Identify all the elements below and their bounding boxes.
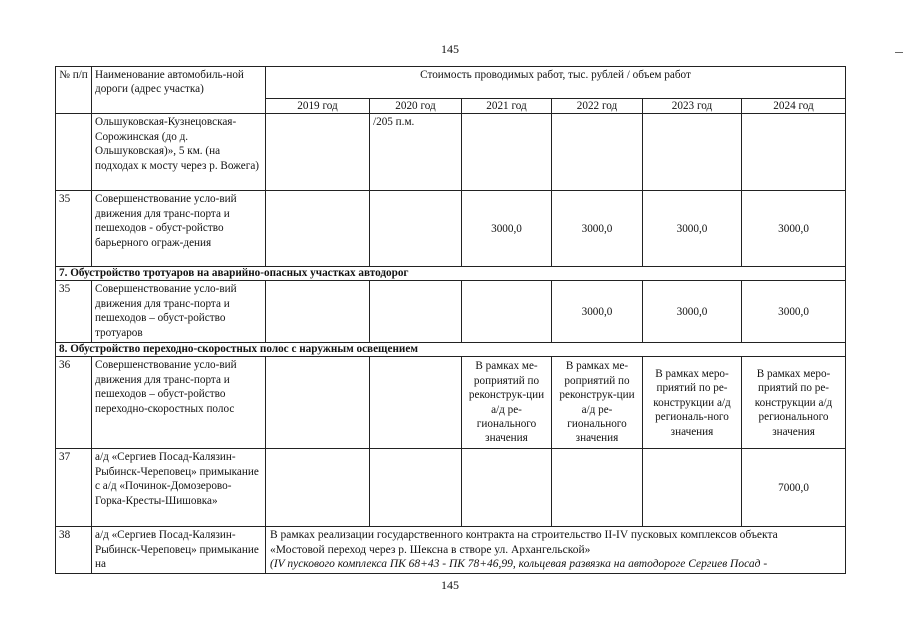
- header-cost: Стоимость проводимых работ, тыс. рублей / объем работ: [266, 67, 846, 99]
- row-name: а/д «Сергиев Посад-Калязин-Рыбинск-Череповец» примыкание с а/д «Починок-Домозерово-Горка-Кресты-Шишовка»: [92, 449, 266, 527]
- section-row: [56, 343, 846, 357]
- cell-2024: В рамках меро-приятий по ре-конструкции а/д регионального значения: [742, 357, 846, 449]
- header-row: [56, 67, 846, 99]
- cell-2024: 3000,0: [742, 281, 846, 343]
- cell-2021: В рамках ме-роприятий по реконструк-ции а/д ре-гионального значения: [462, 357, 552, 449]
- table-row: [56, 114, 846, 191]
- header-name: Наименование автомобиль-ной дороги (адрес участка): [92, 67, 266, 114]
- contract-note-line1: В рамках реализации государственного контракта на строительство II-IV пусковых комплексов объекта: [270, 529, 778, 542]
- row-name: Совершенствование усло-вий движения для транс-порта и пешеходов – обуст-ройство переходно-скоростных полос: [92, 357, 266, 449]
- section-row: [56, 267, 846, 281]
- row-name: а/д «Сергиев Посад-Калязин-Рыбинск-Череповец» примыкание на: [92, 527, 266, 573]
- year-2023: 2023 год: [643, 99, 742, 114]
- header-num: № п/п: [56, 67, 92, 114]
- table-row: [56, 527, 846, 573]
- row-name: Совершенствование усло-вий движения для транс-порта и пешеходов – обуст-ройство тротуаров: [92, 281, 266, 343]
- contract-note-line3: (IV пускового комплекса ПК 68+43 - ПК 78+46,99, кольцевая развязка на автодороге Сергиев Посад -: [270, 558, 768, 571]
- contract-note-line2: «Мостовой переход через р. Шексна в створе ул. Архангельской»: [270, 543, 591, 556]
- works-table: [55, 66, 846, 574]
- table-row: [56, 281, 846, 343]
- row-num: 36: [56, 357, 92, 449]
- row-num: 35: [56, 281, 92, 343]
- page-number-bottom: 145: [441, 578, 459, 592]
- cell-2022: 3000,0: [552, 191, 643, 267]
- cell-2022: В рамках ме-роприятий по реконструк-ции а/д ре-гионального значения: [552, 357, 643, 449]
- year-2022: 2022 год: [552, 99, 643, 114]
- row-name: Ольшуковская-Кузнецовская-Сорожинская (до д. Ольшуковская)», 5 км. (на подходах к мосту через р. Вожега): [92, 114, 266, 191]
- cell-2023: 3000,0: [643, 281, 742, 343]
- cell-2022: 3000,0: [552, 281, 643, 343]
- row-num: 35: [56, 191, 92, 267]
- cell-2021: 3000,0: [462, 191, 552, 267]
- contract-note: [266, 527, 846, 573]
- page-number-top: 145: [441, 42, 459, 56]
- section-7-title: 7. Обустройство тротуаров на аварийно-опасных участках автодорог: [56, 267, 846, 281]
- cell-2023: В рамках меро-приятий по ре-конструкции а/д региональ-ного значения: [643, 357, 742, 449]
- cell-2024: 3000,0: [742, 191, 846, 267]
- row-num: 37: [56, 449, 92, 527]
- year-2021: 2021 год: [462, 99, 552, 114]
- year-2019: 2019 год: [266, 99, 370, 114]
- cell-2020: /205 п.м.: [370, 114, 462, 191]
- cell-2023: 3000,0: [643, 191, 742, 267]
- year-2020: 2020 год: [370, 99, 462, 114]
- edge-mark: [895, 52, 903, 53]
- row-num: [56, 114, 92, 191]
- section-8-title: 8. Обустройство переходно-скоростных полос с наружным освещением: [56, 343, 846, 357]
- table-row: [56, 357, 846, 449]
- row-num: 38: [56, 527, 92, 573]
- cell-2024: 7000,0: [742, 449, 846, 527]
- table-row: [56, 449, 846, 527]
- table-row: [56, 191, 846, 267]
- year-2024: 2024 год: [742, 99, 846, 114]
- row-name: Совершенствование усло-вий движения для транс-порта и пешеходов - обуст-ройство барьерного ограж-дения: [92, 191, 266, 267]
